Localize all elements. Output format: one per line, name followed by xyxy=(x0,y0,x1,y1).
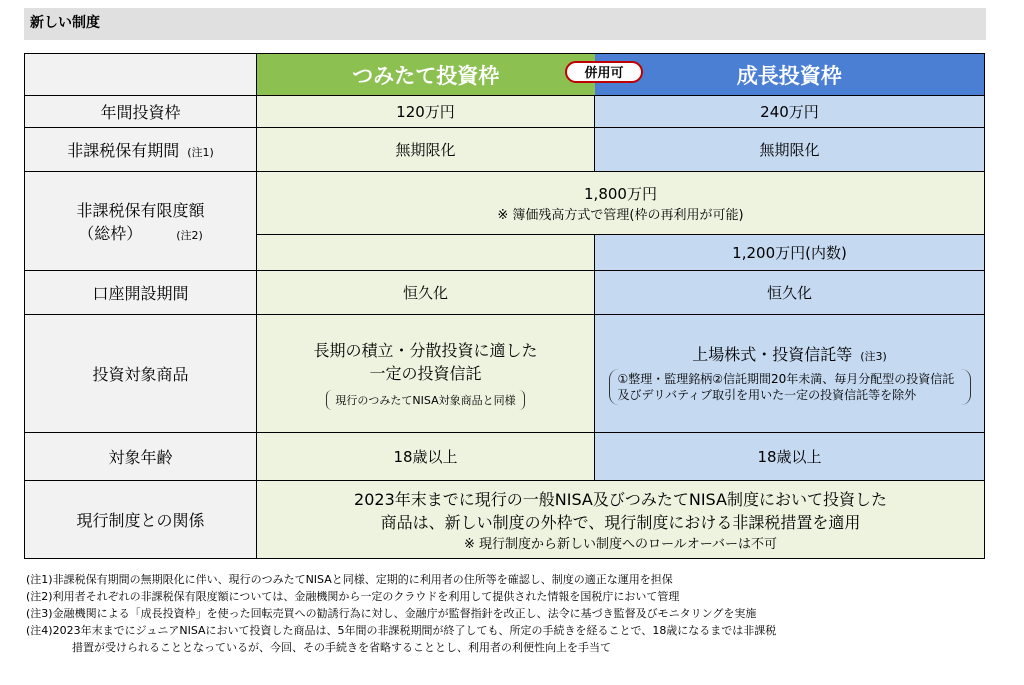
header-seicho: 成長投資枠 xyxy=(595,54,985,96)
row-products xyxy=(25,315,985,433)
combined-note: ※ 簿価残高方式で管理(枠の再利用が可能) xyxy=(497,208,744,223)
seicho-products xyxy=(595,315,985,433)
row-age xyxy=(25,433,985,481)
label-lifetime-limit xyxy=(25,172,257,271)
footnote-3: (注3)金融機関による「成長投資枠」を使った回転売買への勧誘行為に対し、金融庁が監督指針を改正し、法令に基づき監督及びモニタリングを実施 xyxy=(26,607,757,620)
seicho-account-period: 恒久化 xyxy=(595,271,985,315)
label-holding-period-text: 非課税保有期間 xyxy=(67,141,180,160)
combined-lifetime-limit xyxy=(257,172,985,235)
header-row xyxy=(25,54,985,96)
relation-line3: ※ 現行制度から新しい制度へのロールオーバーは不可 xyxy=(463,537,778,552)
combined-value: 1,800万円 xyxy=(584,185,657,203)
tsumitate-products-line2: 一定の投資信託 xyxy=(369,363,482,383)
tsumitate-products xyxy=(257,315,595,433)
seicho-products-exclusion: ①整理・監理銘柄②信託期間20年未満、毎月分配型の投資信託及びデリバティブ取引を用いた一定の投資信託等を除外 xyxy=(609,369,971,405)
tsumitate-account-period: 恒久化 xyxy=(257,271,595,315)
seicho-lifetime-inner: 1,200万円(内数) xyxy=(595,235,985,271)
row-annual-limit xyxy=(25,96,985,128)
label-age: 対象年齢 xyxy=(25,433,257,481)
relation-line2: 商品は、新しい制度の外枠で、現行制度における非課税措置を適用 xyxy=(380,513,861,532)
footnote-1: (注1)非課税保有期間の無期限化に伴い、現行のつみたてNISAと同様、定期的に利用者の住所等を確認し、制度の適正な運用を担保 xyxy=(26,573,673,586)
row-holding-period xyxy=(25,128,985,172)
tsumitate-products-note: 現行のつみたてNISA対象商品と同様 xyxy=(326,390,524,410)
label-products: 投資対象商品 xyxy=(25,315,257,433)
relation-line1: 2023年末までに現行の一般NISA及びつみたてNISA制度において投資した xyxy=(354,490,887,509)
combined-use-badge: 併用可 xyxy=(565,61,643,83)
header-tsumitate: つみたて投資枠 xyxy=(257,54,595,96)
note-ref-3: (注3) xyxy=(860,350,887,363)
header-corner xyxy=(25,54,257,96)
seicho-annual-limit: 240万円 xyxy=(595,96,985,128)
label-account-period: 口座開設期間 xyxy=(25,271,257,315)
label-relation: 現行制度との関係 xyxy=(25,481,257,559)
tsumitate-products-line1: 長期の積立・分散投資に適した xyxy=(313,340,538,360)
tsumitate-holding-period: 無期限化 xyxy=(257,128,595,172)
tsumitate-lifetime-empty xyxy=(257,235,595,271)
seicho-age: 18歳以上 xyxy=(595,433,985,481)
footnotes xyxy=(26,571,1006,656)
row-relation xyxy=(25,481,985,559)
seicho-holding-period: 無期限化 xyxy=(595,128,985,172)
note-ref-1: (注1) xyxy=(187,146,214,159)
tsumitate-annual-limit: 120万円 xyxy=(257,96,595,128)
label-holding-period xyxy=(25,128,257,172)
row-account-period xyxy=(25,271,985,315)
label-lifetime-limit-line2: （総枠） xyxy=(78,224,143,243)
relation-content xyxy=(257,481,985,559)
section-title: 新しい制度 xyxy=(24,8,986,40)
nisa-comparison-table xyxy=(24,53,985,559)
seicho-products-line1: 上場株式・投資信託等 xyxy=(692,345,853,364)
label-annual-limit: 年間投資枠 xyxy=(25,96,257,128)
footnote-4-line1: (注4)2023年末までにジュニアNISAにおいて投資した商品は、5年間の非課税期間が終了しても、所定の手続きを経ることで、18歳になるまでは非課税 xyxy=(26,624,777,637)
label-lifetime-limit-line1: 非課税保有限度額 xyxy=(76,201,205,220)
footnote-4-line2: 措置が受けられることとなっているが、今回、その手続きを省略することとし、利用者の利便性向上を手当て xyxy=(72,641,611,654)
footnote-2: (注2)利用者それぞれの非課税保有限度額については、金融機関から一定のクラウドを利用して提供された情報を国税庁において管理 xyxy=(26,590,680,603)
row-lifetime-limit-top xyxy=(25,172,985,235)
note-ref-2: (注2) xyxy=(176,229,203,242)
tsumitate-age: 18歳以上 xyxy=(257,433,595,481)
